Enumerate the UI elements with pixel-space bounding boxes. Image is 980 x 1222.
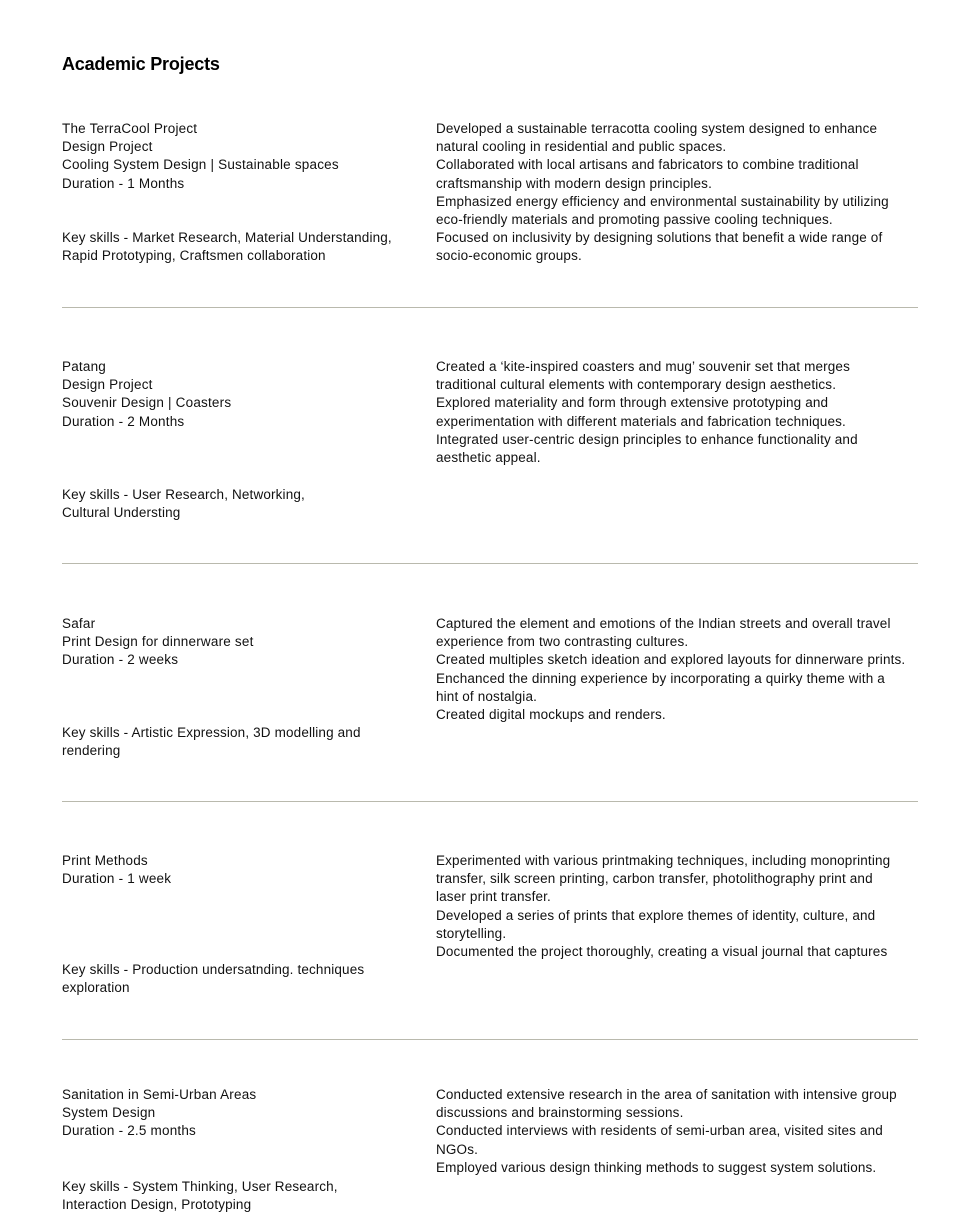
description-line: Created digital mockups and renders. bbox=[436, 707, 666, 723]
project-description bbox=[436, 358, 918, 467]
project-meta bbox=[62, 1086, 412, 1141]
description-line: Conducted extensive research in the area of sanitation with intensive group bbox=[436, 1087, 897, 1102]
project-meta bbox=[62, 852, 412, 888]
description-line: storytelling. bbox=[436, 925, 507, 941]
description-line: Employed various design thinking methods to suggest system solutions. bbox=[436, 1159, 877, 1175]
project-type: System Design bbox=[62, 1105, 156, 1121]
description-line: Captured the element and emotions of the Indian streets and overall travel bbox=[436, 616, 891, 631]
project-description bbox=[436, 1086, 918, 1177]
description-line: Developed a sustainable terracotta cooling system designed to enhance bbox=[436, 121, 878, 136]
description-line: natural cooling in residential and public spaces. bbox=[436, 139, 727, 155]
skills-line: rendering bbox=[62, 743, 121, 759]
project-skills bbox=[62, 724, 412, 760]
description-line: Collaborated with local artisans and fabricators to combine traditional bbox=[436, 157, 859, 173]
project-description bbox=[436, 615, 918, 724]
skills-line: Rapid Prototyping, Craftsmen collaboration bbox=[62, 248, 326, 264]
project-category: Souvenir Design | Coasters bbox=[62, 395, 232, 411]
description-line: socio-economic groups. bbox=[436, 248, 582, 264]
description-line: Created a ‘kite-inspired coasters and mug’ souvenir set that merges bbox=[436, 359, 850, 374]
description-line: discussions and brainstorming sessions. bbox=[436, 1105, 684, 1121]
description-line: traditional cultural elements with contemporary design aesthetics. bbox=[436, 377, 837, 393]
project-duration: Duration - 1 week bbox=[62, 871, 172, 887]
project-meta bbox=[62, 358, 412, 431]
description-line: Conducted interviews with residents of semi-urban area, visited sites and bbox=[436, 1123, 883, 1139]
description-line: Created multiples sketch ideation and explored layouts for dinnerware prints. bbox=[436, 652, 906, 668]
project-skills bbox=[62, 229, 412, 265]
project-title: Print Methods bbox=[62, 853, 148, 868]
skills-line: Key skills - User Research, Networking, bbox=[62, 487, 305, 502]
project-skills bbox=[62, 486, 412, 522]
project-title: Patang bbox=[62, 359, 106, 374]
project-title: Safar bbox=[62, 616, 96, 631]
description-line: craftsmanship with modern design principles. bbox=[436, 175, 712, 191]
project-duration: Duration - 2 Months bbox=[62, 413, 185, 429]
description-line: Documented the project thoroughly, creating a visual journal that captures bbox=[436, 944, 888, 960]
project-type: Print Design for dinnerware set bbox=[62, 634, 254, 650]
description-line: Developed a series of prints that explore themes of identity, culture, and bbox=[436, 907, 876, 923]
description-line: experience from two contrasting cultures. bbox=[436, 634, 689, 650]
project-title: Sanitation in Semi-Urban Areas bbox=[62, 1087, 257, 1102]
project-duration: Duration - 1 Months bbox=[62, 175, 185, 191]
project-type: Design Project bbox=[62, 139, 153, 155]
project-description bbox=[436, 120, 918, 266]
skills-line: Cultural Understing bbox=[62, 505, 181, 521]
description-line: laser print transfer. bbox=[436, 889, 551, 905]
description-line: aesthetic appeal. bbox=[436, 450, 541, 466]
skills-line: Key skills - Market Research, Material Understanding, bbox=[62, 230, 392, 245]
project-meta bbox=[62, 120, 412, 193]
section-divider bbox=[62, 307, 918, 308]
description-line: transfer, silk screen printing, carbon transfer, photolithography print and bbox=[436, 871, 873, 887]
page-title: Academic Projects bbox=[62, 54, 220, 74]
section-divider bbox=[62, 801, 918, 802]
project-type: Design Project bbox=[62, 377, 153, 393]
section-divider bbox=[62, 563, 918, 564]
skills-line: Interaction Design, Prototyping bbox=[62, 1197, 252, 1213]
project-duration: Duration - 2.5 months bbox=[62, 1123, 197, 1139]
description-line: experimentation with different materials and fabrication techniques. bbox=[436, 413, 846, 429]
project-description bbox=[436, 852, 918, 961]
skills-line: Key skills - Production undersatnding. techniques bbox=[62, 962, 365, 977]
skills-line: Key skills - System Thinking, User Research, bbox=[62, 1179, 338, 1194]
description-line: Explored materiality and form through extensive prototyping and bbox=[436, 395, 829, 411]
description-line: NGOs. bbox=[436, 1141, 479, 1157]
description-line: Emphasized energy efficiency and environmental sustainability by utilizing bbox=[436, 193, 889, 209]
project-duration: Duration - 2 weeks bbox=[62, 652, 179, 668]
description-line: hint of nostalgia. bbox=[436, 688, 538, 704]
skills-line: exploration bbox=[62, 980, 130, 996]
project-title: The TerraCool Project bbox=[62, 121, 198, 136]
skills-line: Key skills - Artistic Expression, 3D modelling and bbox=[62, 725, 361, 740]
project-meta bbox=[62, 615, 412, 670]
description-line: Integrated user-centric design principles to enhance functionality and bbox=[436, 431, 858, 447]
description-line: Focused on inclusivity by designing solutions that benefit a wide range of bbox=[436, 230, 883, 246]
description-line: Enchanced the dinning experience by incorporating a quirky theme with a bbox=[436, 670, 885, 686]
project-skills bbox=[62, 961, 412, 997]
section-divider bbox=[62, 1039, 918, 1040]
description-line: eco-friendly materials and promoting passive cooling techniques. bbox=[436, 212, 833, 228]
description-line: Experimented with various printmaking techniques, including monoprinting bbox=[436, 853, 891, 868]
project-category: Cooling System Design | Sustainable spaces bbox=[62, 157, 339, 173]
project-skills bbox=[62, 1178, 412, 1214]
